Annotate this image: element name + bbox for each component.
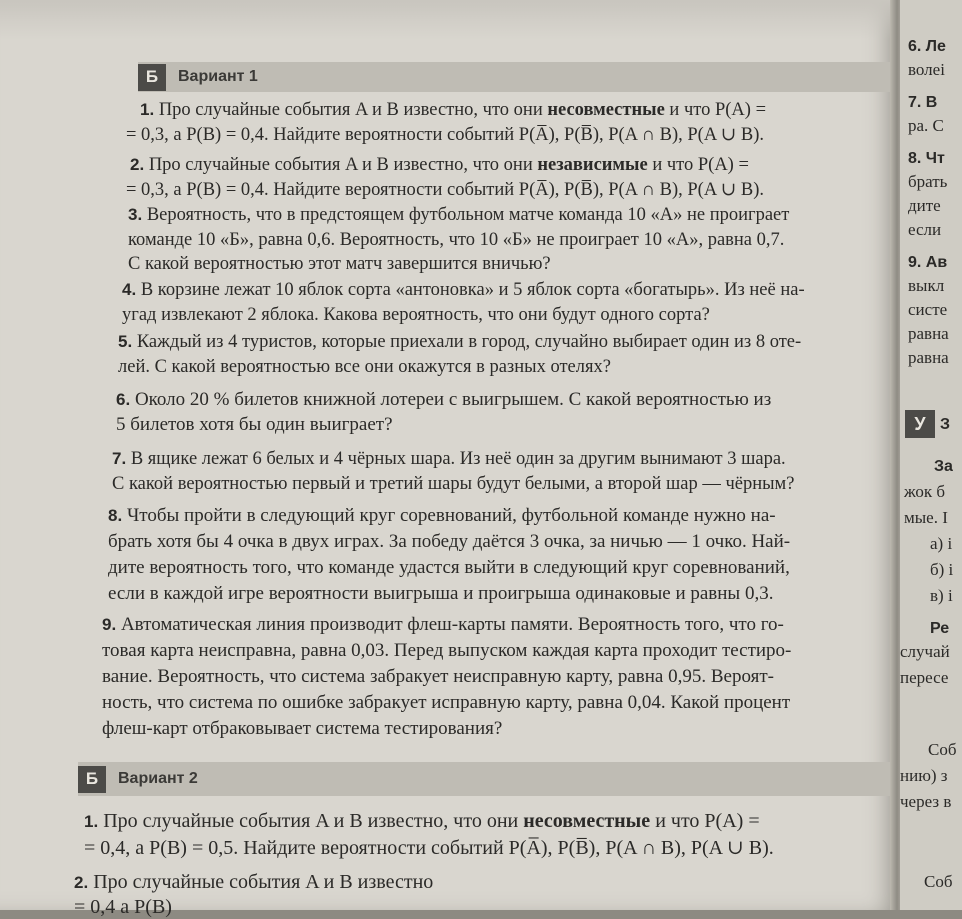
task-number: 7.	[112, 449, 127, 468]
right-line: если	[908, 220, 942, 239]
task-number: 2.	[74, 873, 89, 892]
right-page-text	[900, 0, 962, 910]
right-line: За	[934, 458, 953, 475]
right-line: равна	[908, 348, 949, 367]
task-number: 1.	[140, 100, 155, 119]
task-number: 4.	[122, 280, 137, 299]
task-text: С какой вероятностью этот матч завершится вничью?	[128, 254, 551, 274]
task-number: 8.	[108, 506, 123, 525]
right-line: 8. Чт	[908, 150, 945, 167]
right-line: волеі	[908, 60, 945, 79]
task-text: угад извлекают 2 яблока. Какова вероятность, что они будут одного сорта?	[122, 304, 710, 325]
task-text: если в каждой игре вероятности выигрыша и проигрыша одинаковые и равны 0,3.	[108, 583, 774, 604]
v1-task-9	[102, 612, 791, 742]
variant-2-badge: Б	[78, 766, 106, 793]
right-line: б) і	[930, 560, 954, 579]
v1-task-7	[112, 447, 794, 496]
right-line: 7. В	[908, 94, 938, 111]
v2-task-2	[74, 870, 433, 919]
right-line: нию) з	[900, 766, 948, 785]
task-text: товая карта неисправна, равна 0,03. Перед выпуском каждая карта проходит тестиро-	[102, 640, 792, 661]
task-text: Автоматическая линия производит флеш-карты памяти. Вероятность того, что го-	[120, 614, 784, 635]
v2-task-1	[84, 808, 774, 862]
right-line: жок б	[904, 482, 945, 501]
task-text: 5 билетов хотя бы один выиграет?	[116, 413, 393, 435]
right-line: Соб	[928, 740, 957, 759]
task-text: флеш-карт отбраковывает система тестирования?	[102, 718, 503, 739]
right-line: в) і	[930, 586, 953, 605]
task-text: дите вероятность того, что команде удастся выйти в следующий круг соревнований,	[108, 557, 790, 578]
top-shadow	[0, 0, 898, 40]
task-number: 1.	[84, 812, 99, 831]
v1-task-6	[116, 388, 771, 437]
task-text: Про случайные события A и B известно, что они	[148, 155, 533, 175]
task-text: Про случайные события A и B известно, что они	[158, 100, 543, 120]
right-line: пересе	[900, 668, 949, 687]
variant-2-title: Вариант 2	[118, 770, 198, 787]
task-text: и что P(A) =	[655, 810, 760, 832]
task-number: 2.	[130, 155, 145, 174]
task-text: С какой вероятностью первый и третий шары будут белыми, а второй шар — чёрным?	[112, 473, 795, 494]
right-line: мые. I	[904, 508, 948, 527]
right-line: выкл	[908, 276, 945, 295]
right-line: Соб	[924, 872, 953, 891]
task-text: = 0,3, а P(B) = 0,4. Найдите вероятности событий P(A̅), P(B̅), P(A ∩ B), P(A ∪ B).	[126, 124, 765, 145]
right-section-badge: У	[905, 410, 935, 438]
task-number: 6.	[116, 390, 131, 409]
right-line: через в	[900, 792, 952, 811]
task-emphasis: независимые	[537, 155, 648, 175]
variant-2-header	[78, 762, 890, 796]
v1-task-1	[126, 98, 766, 147]
task-text: брать хотя бы 4 очка в двух играх. За победу даётся 3 очка, за ничью — 1 очко. Най-	[108, 531, 791, 552]
task-number: 5.	[118, 332, 133, 351]
v1-task-8	[108, 503, 790, 607]
right-line: брать	[908, 172, 948, 191]
task-text: = 0,4 а P(B)	[74, 896, 172, 918]
task-text: Про случайные события A и B известно, что они	[103, 810, 519, 832]
task-text: и что P(A) =	[652, 155, 749, 175]
task-text: Около 20 % билетов книжной лотереи с выигрышем. С какой вероятностью из	[134, 389, 772, 410]
variant-1-title: Вариант 1	[178, 68, 258, 85]
v1-task-5	[118, 330, 801, 379]
v1-task-2	[126, 153, 765, 202]
right-line: Ре	[930, 620, 950, 637]
right-line: дите	[908, 196, 941, 215]
task-text: вание. Вероятность, что система забракует неисправную карту, равна 0,95. Вероят-	[102, 666, 774, 687]
task-text: В ящике лежат 6 белых и 4 чёрных шара. Из неё один за другим вынимают 3 шара.	[130, 449, 786, 469]
variant-1-header	[138, 62, 890, 92]
task-text: ность, что система по ошибке забракует исправную карту, равна 0,04. Какой процент	[102, 692, 791, 713]
right-line: случай	[900, 642, 950, 661]
right-line: 9. Ав	[908, 254, 948, 271]
right-line: а) і	[930, 534, 953, 553]
right-section-title: З	[940, 416, 951, 433]
task-text: Чтобы пройти в следующий круг соревнований, футбольной команде нужно на-	[126, 505, 776, 526]
right-line: 6. Ле	[908, 38, 946, 55]
task-text: Каждый из 4 туристов, которые приехали в город, случайно выбирает один из 8 оте-	[136, 332, 802, 352]
task-text: = 0,3, а P(B) = 0,4. Найдите вероятности событий P(A̅), P(B̅), P(A ∩ B), P(A ∪ B).	[126, 179, 765, 200]
right-line: ра. С	[908, 116, 944, 135]
task-number: 3.	[128, 205, 143, 224]
right-line: систе	[908, 300, 948, 319]
task-text: лей. С какой вероятностью все они окажутся в разных отелях?	[118, 356, 611, 377]
task-text: Про случайные события A и B известно	[93, 871, 434, 893]
variant-1-badge: Б	[138, 64, 166, 91]
right-line: равна	[908, 324, 949, 343]
task-emphasis: несовместные	[523, 810, 651, 832]
v1-task-3	[128, 203, 789, 277]
task-text: Вероятность, что в предстоящем футбольном матче команда 10 «А» не проиграет	[146, 205, 790, 225]
v1-task-4	[122, 278, 805, 327]
task-text: В корзине лежат 10 яблок сорта «антоновка» и 5 яблок сорта «богатырь». Из неё на-	[140, 280, 805, 300]
task-number: 9.	[102, 615, 117, 634]
task-emphasis: несовместные	[547, 100, 665, 120]
task-text: команде 10 «Б», равна 0,6. Вероятность, что 10 «Б» не проиграет 10 «А», равна 0,7.	[128, 229, 785, 250]
task-text: = 0,4, а P(B) = 0,5. Найдите вероятности событий P(A̅), P(B̅), P(A ∩ B), P(A ∪ B).	[84, 837, 774, 859]
task-text: и что P(A) =	[669, 100, 766, 120]
